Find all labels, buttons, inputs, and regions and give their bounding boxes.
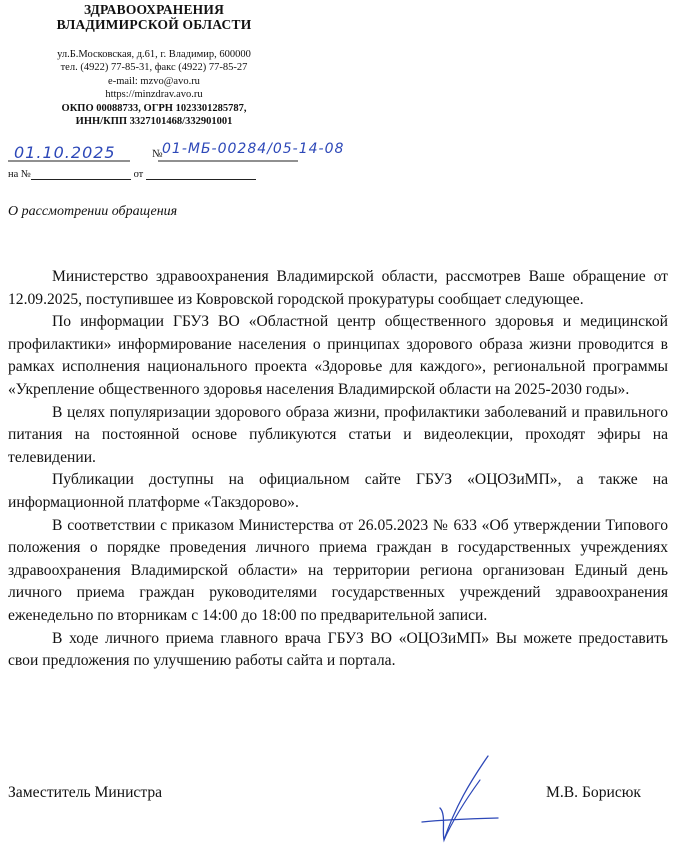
- signatory-name: М.В. Борисюк: [546, 784, 642, 801]
- letter-body: [8, 266, 668, 673]
- paragraph: Министерство здравоохранения Владимирской области, рассмотрев Ваше обращение от 12.09.2025, поступившее из Ковровской городской прокуратуры сообщает следующее.: [8, 268, 668, 308]
- handwritten-reg-number: 01-МБ-00284/05-14-08: [162, 141, 345, 157]
- letter-subject: О рассмотрении обращения: [8, 204, 178, 219]
- paragraph: В соответствии с приказом Министерства от 26.05.2023 № 633 «Об утверждении Типового положения о порядке проведения личного приема граждан в государственных учреждениях здравоохранения Владимирской области» на территории региона организован Единый день личного приема граждан руководителями государственных учреждений здравоохранения еженедельно по вторникам с 14:00 до 18:00 по предварительной записи.: [8, 516, 668, 624]
- reply-date-blank: [146, 168, 256, 180]
- number-symbol: №: [152, 148, 163, 160]
- na-label: на №: [8, 169, 31, 180]
- org-name-line1: ЗДРАВООХРАНЕНИЯ: [83, 2, 225, 17]
- org-address: ул.Б.Московская, д.61, г. Владимир, 600000: [57, 49, 251, 60]
- paragraph: Публикации доступны на официальном сайте ГБУЗ «ОЦОЗиМП», а также на информационной платформе «Такздорово».: [8, 471, 668, 511]
- reply-number-blank: [31, 168, 131, 180]
- letterhead: [20, 2, 288, 128]
- reply-reference-row: [8, 168, 256, 180]
- org-phone: тел. (4922) 77-85-31, факс (4922) 77-85-27: [60, 62, 248, 74]
- signatory-position: Заместитель Министра: [8, 784, 163, 801]
- paragraph: В ходе личного приема главного врача ГБУЗ ВО «ОЦОЗиМП» Вы можете предоставить свои предложения по улучшению работы сайта и портала.: [8, 629, 668, 670]
- org-name-line2: ВЛАДИМИРСКОЙ ОБЛАСТИ: [56, 17, 252, 32]
- ot-label: от: [133, 169, 144, 180]
- org-website: https://minzdrav.avo.ru: [105, 89, 203, 101]
- org-email: e-mail: mzvo@avo.ru: [108, 75, 200, 87]
- handwritten-signature: [400, 752, 510, 847]
- paragraph: По информации ГБУЗ ВО «Областной центр общественного здоровья и медицинской профилактики» информирование населения о принципах здорового образа жизни проводится в рамках исполнения национального проекта «Здоровье для каждого», региональной программы «Укрепление общественного здоровья населения Владимирской области на 2025-2030 годы».: [8, 313, 668, 398]
- org-inn: ИНН/КПП 3327101468/332901001: [75, 116, 233, 128]
- paragraph: В целях популяризации здорового образа жизни, профилактики заболеваний и правильного питания на постоянной основе публикуются статьи и видеолекции, проходят эфиры на телевидении.: [8, 403, 668, 466]
- org-okpo: ОКПО 00088733, ОГРН 1023301285787,: [61, 102, 247, 114]
- handwritten-date: 01.10.2025: [14, 143, 116, 162]
